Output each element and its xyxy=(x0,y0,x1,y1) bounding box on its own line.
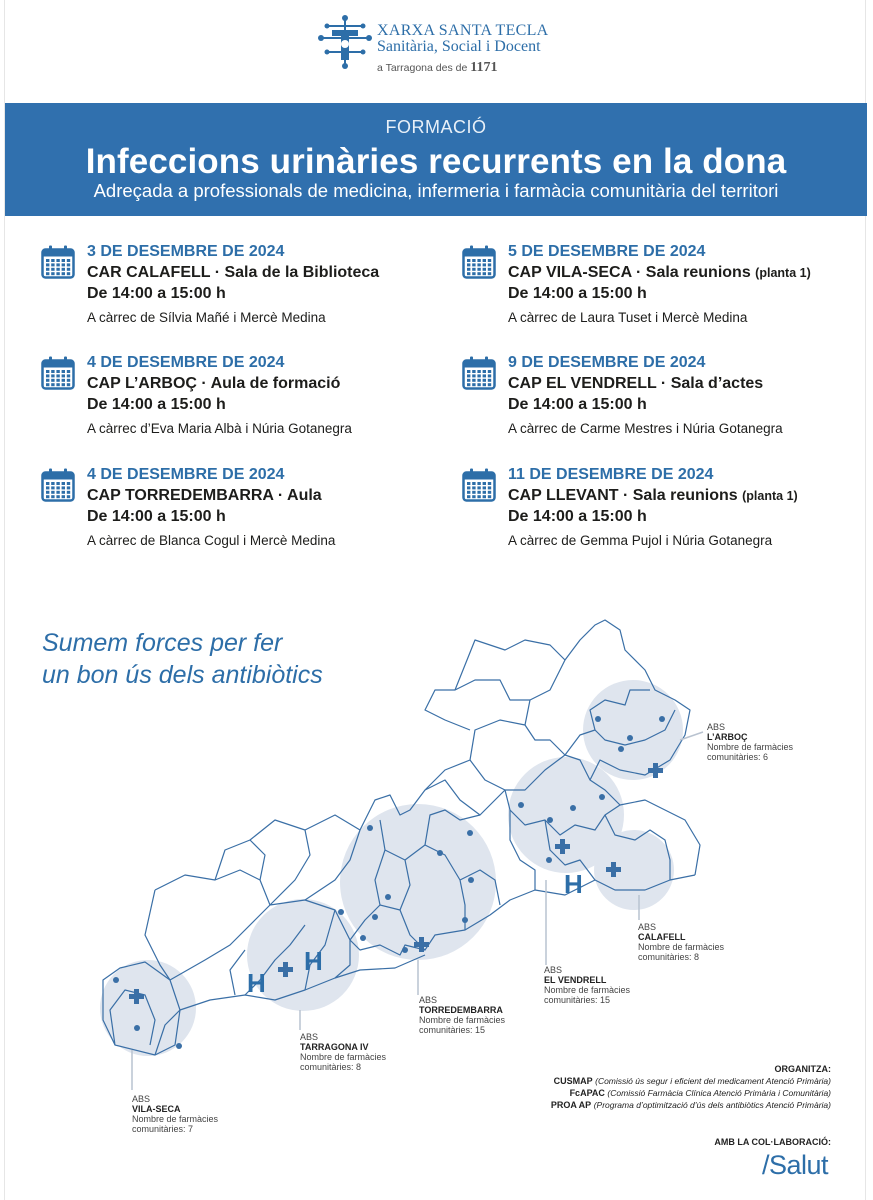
organizer-row xyxy=(551,1087,831,1099)
session-speakers: A càrrec de Sílvia Mañé i Mercè Medina xyxy=(87,310,326,325)
session-time: De 14:00 a 15:00 h xyxy=(508,285,647,302)
hospital-icon: H xyxy=(564,869,583,899)
hospital-icon: H xyxy=(304,946,323,976)
org-name: XARXA SANTA TECLA xyxy=(377,22,549,39)
abs-count-label: Nombre de farmàcies xyxy=(419,1015,506,1025)
abs-count-label: Nombre de farmàcies xyxy=(300,1052,387,1062)
session-date: 11 DE DESEMBRE DE 2024 xyxy=(508,466,714,483)
slogan-line2: un bon ús dels antibiòtics xyxy=(42,661,323,689)
session-time: De 14:00 a 15:00 h xyxy=(87,508,226,525)
abs-name: TORREDEMBARRA xyxy=(419,1005,503,1015)
abs-label-larboc xyxy=(707,722,793,762)
abs-count: comunitàries: 7 xyxy=(132,1124,194,1134)
hospital-icon: H xyxy=(247,968,266,998)
session-place-name: CAP TORREDEMBARRA · Aula xyxy=(87,487,322,504)
abs-count-label: Nombre de farmàcies xyxy=(544,985,631,995)
session-date: 9 DE DESEMBRE DE 2024 xyxy=(508,354,706,371)
session-date: 4 DE DESEMBRE DE 2024 xyxy=(87,466,285,483)
page-title: Infeccions urinàries recurrents en la dona xyxy=(85,142,787,181)
abs-label-torredembarra xyxy=(419,995,505,1035)
session-speakers: A càrrec de Carme Mestres i Núria Gotanegra xyxy=(508,421,783,436)
abs-label-vila-seca xyxy=(132,1094,218,1134)
session-place-name: CAP EL VENDRELL · Sala d’actes xyxy=(508,375,764,392)
organizer-desc: (Comissió Farmàcia Clínica Atenció Primària i Comunitària) xyxy=(607,1088,831,1098)
abs-count: comunitàries: 8 xyxy=(300,1062,362,1072)
session-speakers: A càrrec de Gemma Pujol i Núria Gotanegra xyxy=(508,533,773,548)
session-date: 3 DE DESEMBRE DE 2024 xyxy=(87,243,285,260)
organizer-desc: (Comissió ús segur i eficient del medicament Atenció Primària) xyxy=(595,1076,831,1086)
session-place-name: CAP L’ARBOÇ · Aula de formació xyxy=(87,375,341,392)
session-place-name: CAP VILA-SECA · Sala reunions xyxy=(508,264,751,281)
abs-count-label: Nombre de farmàcies xyxy=(132,1114,219,1124)
abs-prefix: ABS xyxy=(300,1032,319,1042)
abs-count: comunitàries: 6 xyxy=(707,752,769,762)
abs-prefix: ABS xyxy=(419,995,438,1005)
abs-prefix: ABS xyxy=(544,965,563,975)
session-speakers: A càrrec de Blanca Cogul i Mercè Medina xyxy=(87,533,336,548)
organizer-desc: (Programa d’optimització d’ús dels antibiòtics Atenció Primària) xyxy=(593,1100,831,1110)
session-speakers: A càrrec d’Eva Maria Albà i Núria Gotanegra xyxy=(87,421,352,436)
session-place-note: (planta 1) xyxy=(755,266,811,280)
org-tagline: Sanitària, Social i Docent xyxy=(377,38,541,55)
abs-prefix: ABS xyxy=(132,1094,151,1104)
abs-count: comunitàries: 15 xyxy=(419,1025,486,1035)
session-place-name: CAP LLEVANT · Sala reunions xyxy=(508,487,738,504)
organizer-row xyxy=(551,1099,831,1111)
org-since-year: 1171 xyxy=(470,60,498,75)
banner-kicker: FORMACIÓ xyxy=(385,117,487,137)
organizer-row xyxy=(551,1075,831,1087)
collaboration-heading: AMB LA COL·LABORACIÓ: xyxy=(714,1137,831,1147)
abs-name: TARRAGONA IV xyxy=(300,1042,369,1052)
salut-logo: /Salut xyxy=(761,1150,828,1180)
abs-prefix: ABS xyxy=(638,922,657,932)
abs-name: CALAFELL xyxy=(638,932,686,942)
session-date: 5 DE DESEMBRE DE 2024 xyxy=(508,243,706,260)
abs-name: VILA-SECA xyxy=(132,1104,181,1114)
session-place-note: (planta 1) xyxy=(742,489,798,503)
session-time: De 14:00 a 15:00 h xyxy=(87,396,226,413)
abs-label-tarragona-iv xyxy=(300,1032,386,1072)
session-time: De 14:00 a 15:00 h xyxy=(87,285,226,302)
slogan-line1: Sumem forces per fer xyxy=(42,629,283,657)
abs-label-calafell xyxy=(638,922,724,962)
abs-prefix: ABS xyxy=(707,722,726,732)
organizer-abbr: PROA AP xyxy=(550,1100,592,1110)
org-since-text: a Tarragona des de xyxy=(377,62,468,74)
session-place-name: CAR CALAFELL · Sala de la Biblioteca xyxy=(87,264,380,281)
abs-name: EL VENDRELL xyxy=(544,975,607,985)
abs-label-vendrell xyxy=(544,965,630,1005)
organizers xyxy=(551,1063,831,1111)
organizer-abbr: CUSMAP xyxy=(553,1076,593,1086)
session-time: De 14:00 a 15:00 h xyxy=(508,508,647,525)
abs-count-label: Nombre de farmàcies xyxy=(707,742,794,752)
abs-count: comunitàries: 15 xyxy=(544,995,611,1005)
abs-count: comunitàries: 8 xyxy=(638,952,700,962)
session-time: De 14:00 a 15:00 h xyxy=(508,396,647,413)
session-date: 4 DE DESEMBRE DE 2024 xyxy=(87,354,285,371)
session-speakers: A càrrec de Laura Tuset i Mercè Medina xyxy=(508,310,748,325)
poster-page xyxy=(4,0,866,1200)
organizer-abbr: FcAPAC xyxy=(569,1088,605,1098)
page-subtitle: Adreçada a professionals de medicina, infermeria i farmàcia comunitària del territori xyxy=(93,180,779,201)
abs-count-label: Nombre de farmàcies xyxy=(638,942,725,952)
abs-name: L’ARBOÇ xyxy=(707,732,748,742)
organizers-heading: ORGANITZA: xyxy=(774,1064,831,1074)
